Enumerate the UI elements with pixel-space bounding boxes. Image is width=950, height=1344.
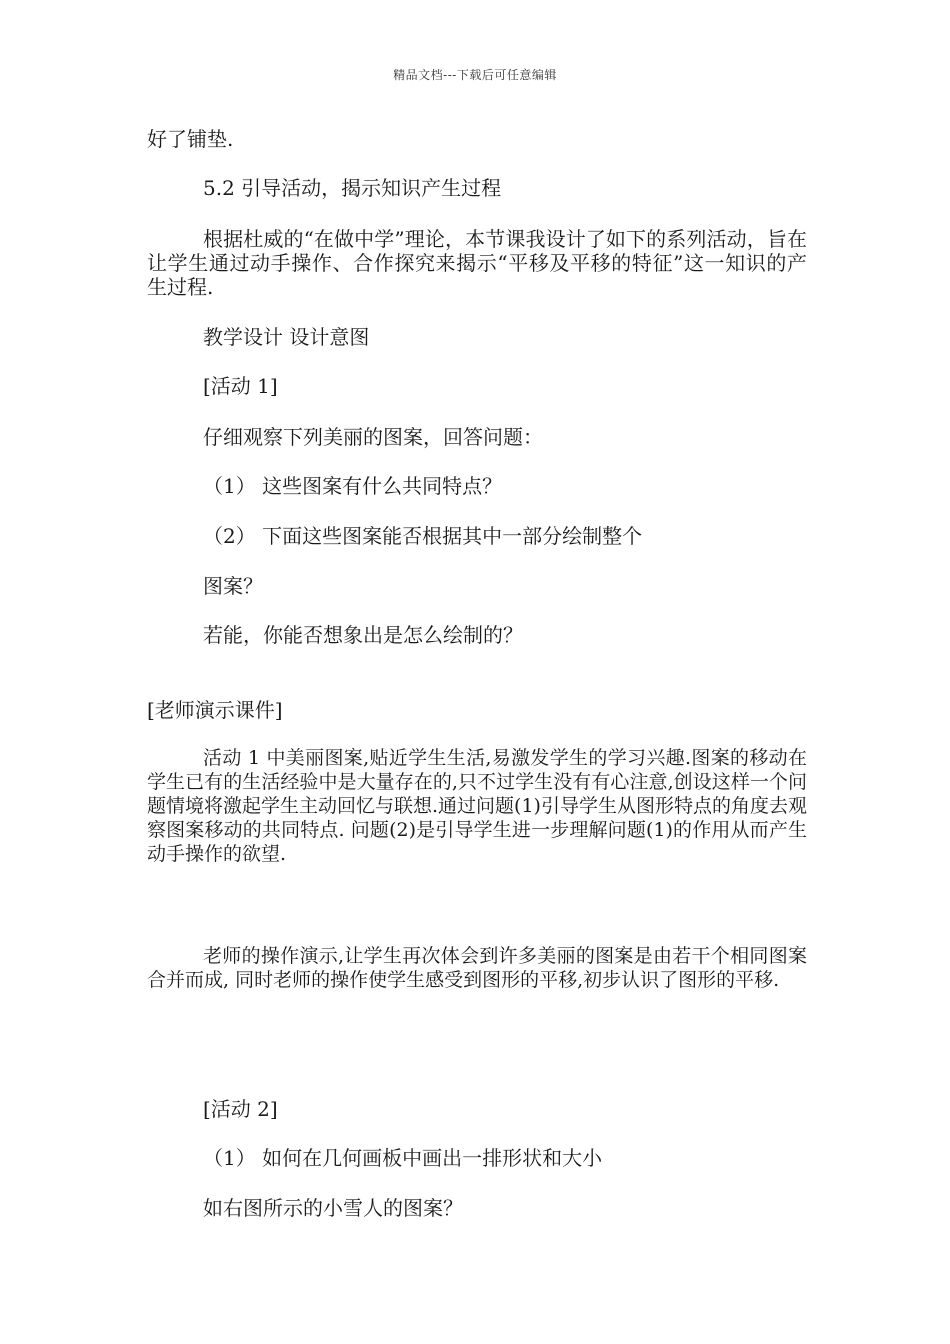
question-item: （1） 这些图案有什么共同特点？	[203, 474, 503, 498]
activity-label: [活动 1]	[203, 374, 278, 398]
question-item: （2） 下面这些图案能否根据其中一部分绘制整个	[203, 524, 643, 548]
text-line: 如右图所示的小雪人的图案？	[203, 1196, 463, 1220]
paragraph: 根据杜威的“在做中学”理论，本节课我设计了如下的系列活动，旨在让学生通过动手操作、合作探究来揭示“平移及平移的特征”这一知识的产生过程.	[147, 227, 807, 299]
text-line: 图案？	[203, 574, 263, 598]
paragraph: 老师的操作演示,让学生再次体会到许多美丽的图案是由若干个相同图案合并而成, 同时老师的操作使学生感受到图形的平移,初步认识了图形的平移.	[147, 945, 807, 991]
question-item: （1） 如何在几何画板中画出一排形状和大小	[203, 1146, 603, 1170]
page-header: 精品文档---下载后可任意编辑	[393, 68, 557, 82]
text-line: 教学设计 设计意图	[203, 325, 370, 349]
text-line: 好了铺垫.	[147, 127, 234, 151]
text-line: 仔细观察下列美丽的图案，回答问题：	[203, 425, 543, 449]
activity-label: [活动 2]	[203, 1097, 278, 1121]
section-heading: 5.2 引导活动，揭示知识产生过程	[203, 176, 502, 200]
paragraph: 活动 1 中美丽图案,贴近学生生活,易激发学生的学习兴趣.图案的移动在学生已有的生活经验中是大量存在的,只不过学生没有有心注意,创设这样一个问题情境将激起学生主动回忆与联想.通过问题(1)引导学生从图形特点的角度去观察图案移动的共同特点. 问题(2)是引导学生进一步理解问题(1)的作用从而产生动手操作的欲望.	[147, 747, 807, 865]
text-line: 若能，你能否想象出是怎么绘制的？	[203, 623, 523, 647]
section-label: [老师演示课件]	[147, 698, 283, 722]
